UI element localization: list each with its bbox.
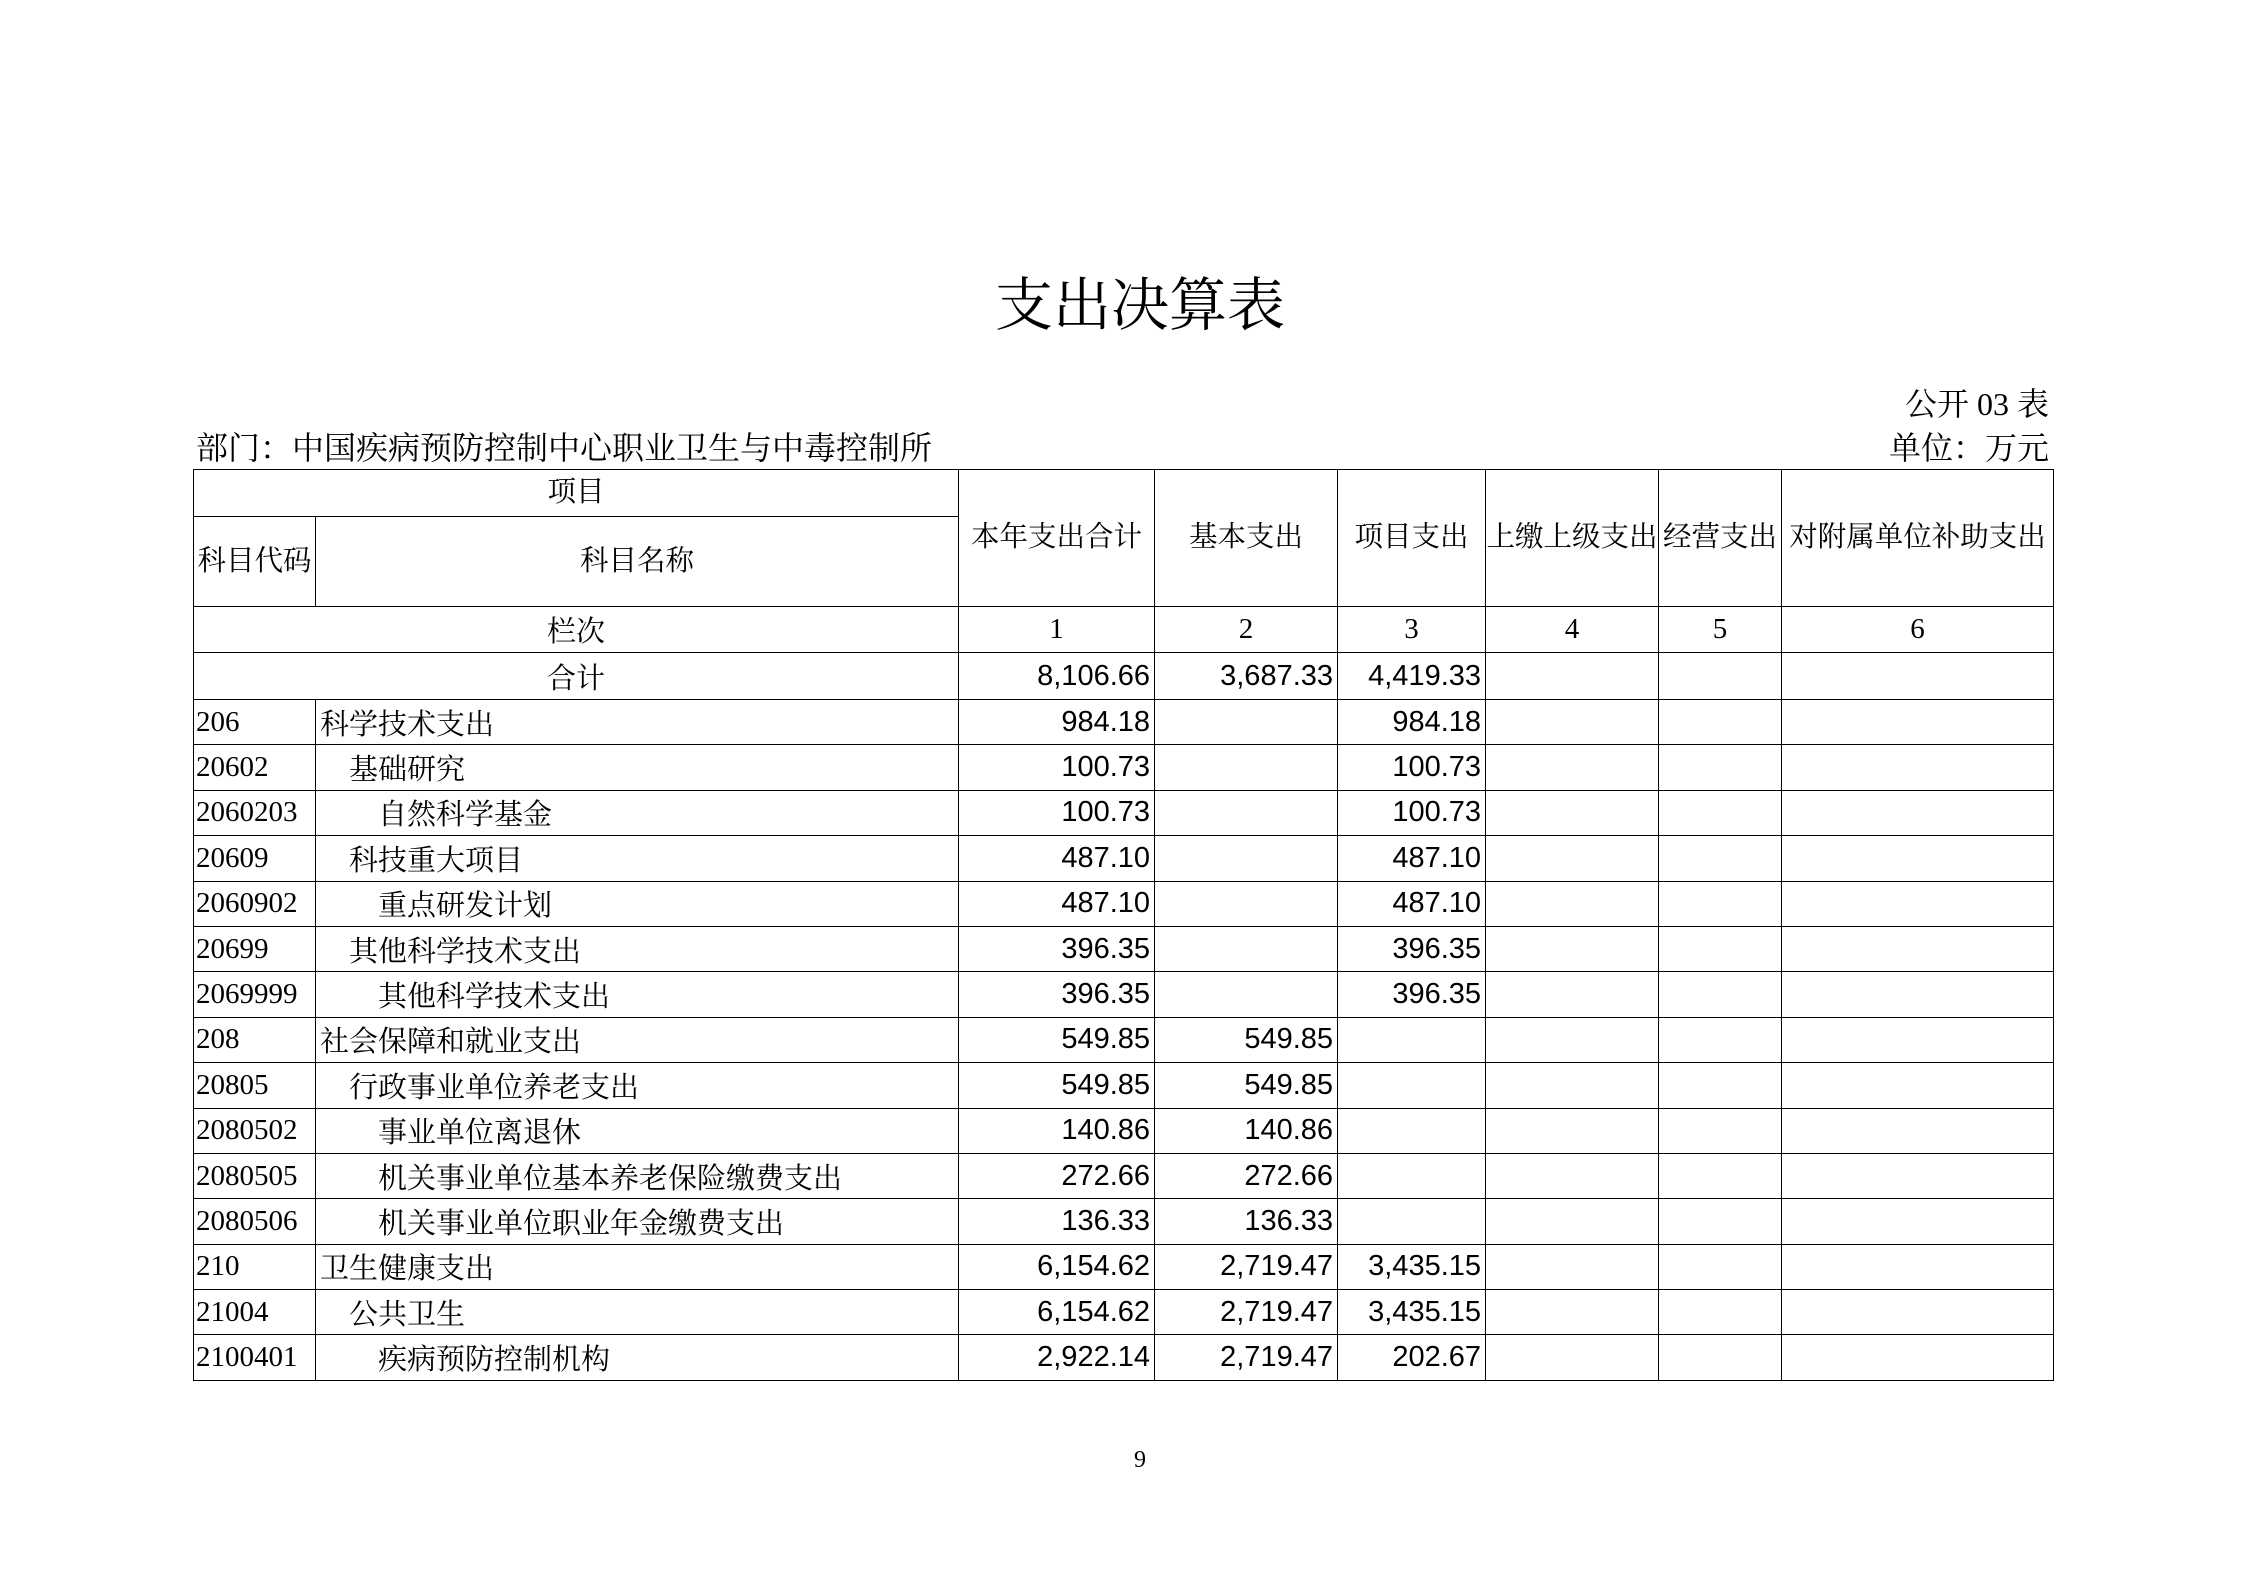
column-index: 6 xyxy=(1782,607,2054,653)
form-number: 公开 03 表 xyxy=(1904,386,2049,422)
total-amount: 4,419.33 xyxy=(1338,653,1486,700)
header-subject-code: 科目代码 xyxy=(194,517,316,607)
amount-cell: 487.10 xyxy=(959,881,1155,926)
amount-cell xyxy=(1782,972,2054,1017)
amount-cell: 202.67 xyxy=(1338,1335,1486,1380)
amount-cell xyxy=(1486,1244,1659,1289)
total-amount: 8,106.66 xyxy=(959,653,1155,700)
subject-code: 21004 xyxy=(194,1290,316,1335)
amount-cell xyxy=(1782,1108,2054,1153)
header-subsidiary-subsidy-expenditure: 对附属单位补助支出 xyxy=(1782,470,2054,607)
table-header xyxy=(194,470,2054,700)
table-body xyxy=(194,700,2054,1381)
table-row xyxy=(194,1153,2054,1198)
amount-cell xyxy=(1338,1108,1486,1153)
total-amount xyxy=(1486,653,1659,700)
total-amount xyxy=(1659,653,1782,700)
table-row xyxy=(194,1290,2054,1335)
amount-cell xyxy=(1659,926,1782,971)
amount-cell xyxy=(1338,1153,1486,1198)
amount-cell xyxy=(1155,881,1338,926)
amount-cell xyxy=(1659,836,1782,881)
table-row xyxy=(194,745,2054,790)
subject-name: 重点研发计划 xyxy=(316,881,959,926)
amount-cell: 549.85 xyxy=(959,1063,1155,1108)
expenditure-table xyxy=(193,469,2054,1381)
total-label: 合计 xyxy=(194,653,959,700)
subject-code: 206 xyxy=(194,700,316,745)
amount-cell xyxy=(1659,700,1782,745)
column-index-label: 栏次 xyxy=(194,607,959,653)
table-row xyxy=(194,1108,2054,1153)
amount-cell xyxy=(1486,1063,1659,1108)
amount-cell: 396.35 xyxy=(959,972,1155,1017)
amount-cell: 272.66 xyxy=(959,1153,1155,1198)
amount-cell xyxy=(1659,881,1782,926)
table-row xyxy=(194,972,2054,1017)
amount-cell: 6,154.62 xyxy=(959,1244,1155,1289)
header-row-1 xyxy=(194,470,2054,517)
subject-code: 2080502 xyxy=(194,1108,316,1153)
amount-cell xyxy=(1486,745,1659,790)
subject-code: 2069999 xyxy=(194,972,316,1017)
amount-cell: 100.73 xyxy=(1338,790,1486,835)
column-index: 2 xyxy=(1155,607,1338,653)
amount-cell: 2,719.47 xyxy=(1155,1244,1338,1289)
amount-cell: 396.35 xyxy=(1338,972,1486,1017)
table-row xyxy=(194,790,2054,835)
amount-cell: 3,435.15 xyxy=(1338,1244,1486,1289)
subject-code: 2060902 xyxy=(194,881,316,926)
amount-cell xyxy=(1659,1063,1782,1108)
amount-cell xyxy=(1782,1244,2054,1289)
header-project: 项目 xyxy=(194,470,959,517)
column-index: 4 xyxy=(1486,607,1659,653)
amount-cell xyxy=(1486,1199,1659,1244)
page-title: 支出决算表 xyxy=(994,271,1285,339)
column-index: 5 xyxy=(1659,607,1782,653)
amount-cell xyxy=(1155,972,1338,1017)
amount-cell: 100.73 xyxy=(1338,745,1486,790)
amount-cell xyxy=(1486,700,1659,745)
subject-name: 科学技术支出 xyxy=(316,700,959,745)
unit-label: 单位：万元 xyxy=(1888,430,2049,466)
table-row xyxy=(194,700,2054,745)
amount-cell xyxy=(1659,745,1782,790)
subject-code: 210 xyxy=(194,1244,316,1289)
amount-cell xyxy=(1782,1063,2054,1108)
page-number: 9 xyxy=(1134,1447,1146,1473)
amount-cell xyxy=(1659,1153,1782,1198)
amount-cell xyxy=(1155,926,1338,971)
header-project-expenditure: 项目支出 xyxy=(1338,470,1486,607)
amount-cell xyxy=(1486,1108,1659,1153)
amount-cell xyxy=(1782,700,2054,745)
amount-cell: 136.33 xyxy=(959,1199,1155,1244)
subject-code: 208 xyxy=(194,1017,316,1062)
amount-cell: 272.66 xyxy=(1155,1153,1338,1198)
amount-cell xyxy=(1782,1335,2054,1380)
amount-cell xyxy=(1659,972,1782,1017)
amount-cell xyxy=(1659,790,1782,835)
amount-cell: 487.10 xyxy=(1338,836,1486,881)
header-remit-upper-expenditure: 上缴上级支出 xyxy=(1486,470,1659,607)
table-row xyxy=(194,881,2054,926)
amount-cell xyxy=(1486,1290,1659,1335)
subject-code: 20609 xyxy=(194,836,316,881)
amount-cell xyxy=(1659,1335,1782,1380)
subject-code: 2060203 xyxy=(194,790,316,835)
total-amount: 3,687.33 xyxy=(1155,653,1338,700)
subject-name: 疾病预防控制机构 xyxy=(316,1335,959,1380)
subject-name: 公共卫生 xyxy=(316,1290,959,1335)
amount-cell xyxy=(1782,836,2054,881)
table-row xyxy=(194,1244,2054,1289)
amount-cell xyxy=(1659,1108,1782,1153)
subject-code: 2080505 xyxy=(194,1153,316,1198)
column-index: 3 xyxy=(1338,607,1486,653)
subject-name: 自然科学基金 xyxy=(316,790,959,835)
amount-cell: 487.10 xyxy=(959,836,1155,881)
amount-cell xyxy=(1155,745,1338,790)
amount-cell: 2,922.14 xyxy=(959,1335,1155,1380)
amount-cell: 6,154.62 xyxy=(959,1290,1155,1335)
table-row xyxy=(194,1335,2054,1380)
subject-name: 其他科学技术支出 xyxy=(316,926,959,971)
amount-cell xyxy=(1155,790,1338,835)
subject-name: 其他科学技术支出 xyxy=(316,972,959,1017)
amount-cell xyxy=(1782,790,2054,835)
amount-cell xyxy=(1659,1244,1782,1289)
amount-cell xyxy=(1338,1063,1486,1108)
subject-name: 机关事业单位职业年金缴费支出 xyxy=(316,1199,959,1244)
amount-cell: 396.35 xyxy=(959,926,1155,971)
amount-cell: 396.35 xyxy=(1338,926,1486,971)
subject-name: 行政事业单位养老支出 xyxy=(316,1063,959,1108)
amount-cell xyxy=(1486,1335,1659,1380)
subject-name: 机关事业单位基本养老保险缴费支出 xyxy=(316,1153,959,1198)
amount-cell: 984.18 xyxy=(959,700,1155,745)
total-amount xyxy=(1782,653,2054,700)
subject-name: 社会保障和就业支出 xyxy=(316,1017,959,1062)
subject-code: 2100401 xyxy=(194,1335,316,1380)
amount-cell xyxy=(1659,1017,1782,1062)
amount-cell: 2,719.47 xyxy=(1155,1335,1338,1380)
amount-cell xyxy=(1659,1290,1782,1335)
amount-cell xyxy=(1486,790,1659,835)
amount-cell xyxy=(1782,1153,2054,1198)
subject-name: 基础研究 xyxy=(316,745,959,790)
amount-cell xyxy=(1782,745,2054,790)
amount-cell: 100.73 xyxy=(959,745,1155,790)
subject-code: 20602 xyxy=(194,745,316,790)
amount-cell xyxy=(1486,836,1659,881)
amount-cell xyxy=(1486,1017,1659,1062)
amount-cell xyxy=(1782,1017,2054,1062)
amount-cell xyxy=(1782,1290,2054,1335)
amount-cell: 100.73 xyxy=(959,790,1155,835)
amount-cell xyxy=(1155,836,1338,881)
department-label: 部门：中国疾病预防控制中心职业卫生与中毒控制所 xyxy=(196,430,933,466)
amount-cell: 984.18 xyxy=(1338,700,1486,745)
subject-name: 卫生健康支出 xyxy=(316,1244,959,1289)
subject-name: 科技重大项目 xyxy=(316,836,959,881)
amount-cell xyxy=(1486,926,1659,971)
amount-cell: 140.86 xyxy=(1155,1108,1338,1153)
amount-cell: 487.10 xyxy=(1338,881,1486,926)
amount-cell: 136.33 xyxy=(1155,1199,1338,1244)
amount-cell xyxy=(1486,972,1659,1017)
amount-cell: 3,435.15 xyxy=(1338,1290,1486,1335)
amount-cell xyxy=(1338,1017,1486,1062)
amount-cell xyxy=(1782,1199,2054,1244)
subject-code: 2080506 xyxy=(194,1199,316,1244)
amount-cell: 140.86 xyxy=(959,1108,1155,1153)
amount-cell xyxy=(1659,1199,1782,1244)
amount-cell xyxy=(1782,926,2054,971)
header-operating-expenditure: 经营支出 xyxy=(1659,470,1782,607)
amount-cell: 549.85 xyxy=(1155,1063,1338,1108)
header-total-expenditure: 本年支出合计 xyxy=(959,470,1155,607)
header-basic-expenditure: 基本支出 xyxy=(1155,470,1338,607)
amount-cell xyxy=(1782,881,2054,926)
amount-cell: 2,719.47 xyxy=(1155,1290,1338,1335)
amount-cell: 549.85 xyxy=(959,1017,1155,1062)
column-index-row xyxy=(194,607,2054,653)
amount-cell xyxy=(1155,700,1338,745)
total-row xyxy=(194,653,2054,700)
table-row xyxy=(194,926,2054,971)
subject-name: 事业单位离退休 xyxy=(316,1108,959,1153)
amount-cell xyxy=(1338,1199,1486,1244)
amount-cell xyxy=(1486,1153,1659,1198)
table-row xyxy=(194,836,2054,881)
column-index: 1 xyxy=(959,607,1155,653)
amount-cell xyxy=(1486,881,1659,926)
header-subject-name: 科目名称 xyxy=(316,517,959,607)
table-row xyxy=(194,1063,2054,1108)
subject-code: 20699 xyxy=(194,926,316,971)
table-row xyxy=(194,1017,2054,1062)
table-row xyxy=(194,1199,2054,1244)
subject-code: 20805 xyxy=(194,1063,316,1108)
amount-cell: 549.85 xyxy=(1155,1017,1338,1062)
